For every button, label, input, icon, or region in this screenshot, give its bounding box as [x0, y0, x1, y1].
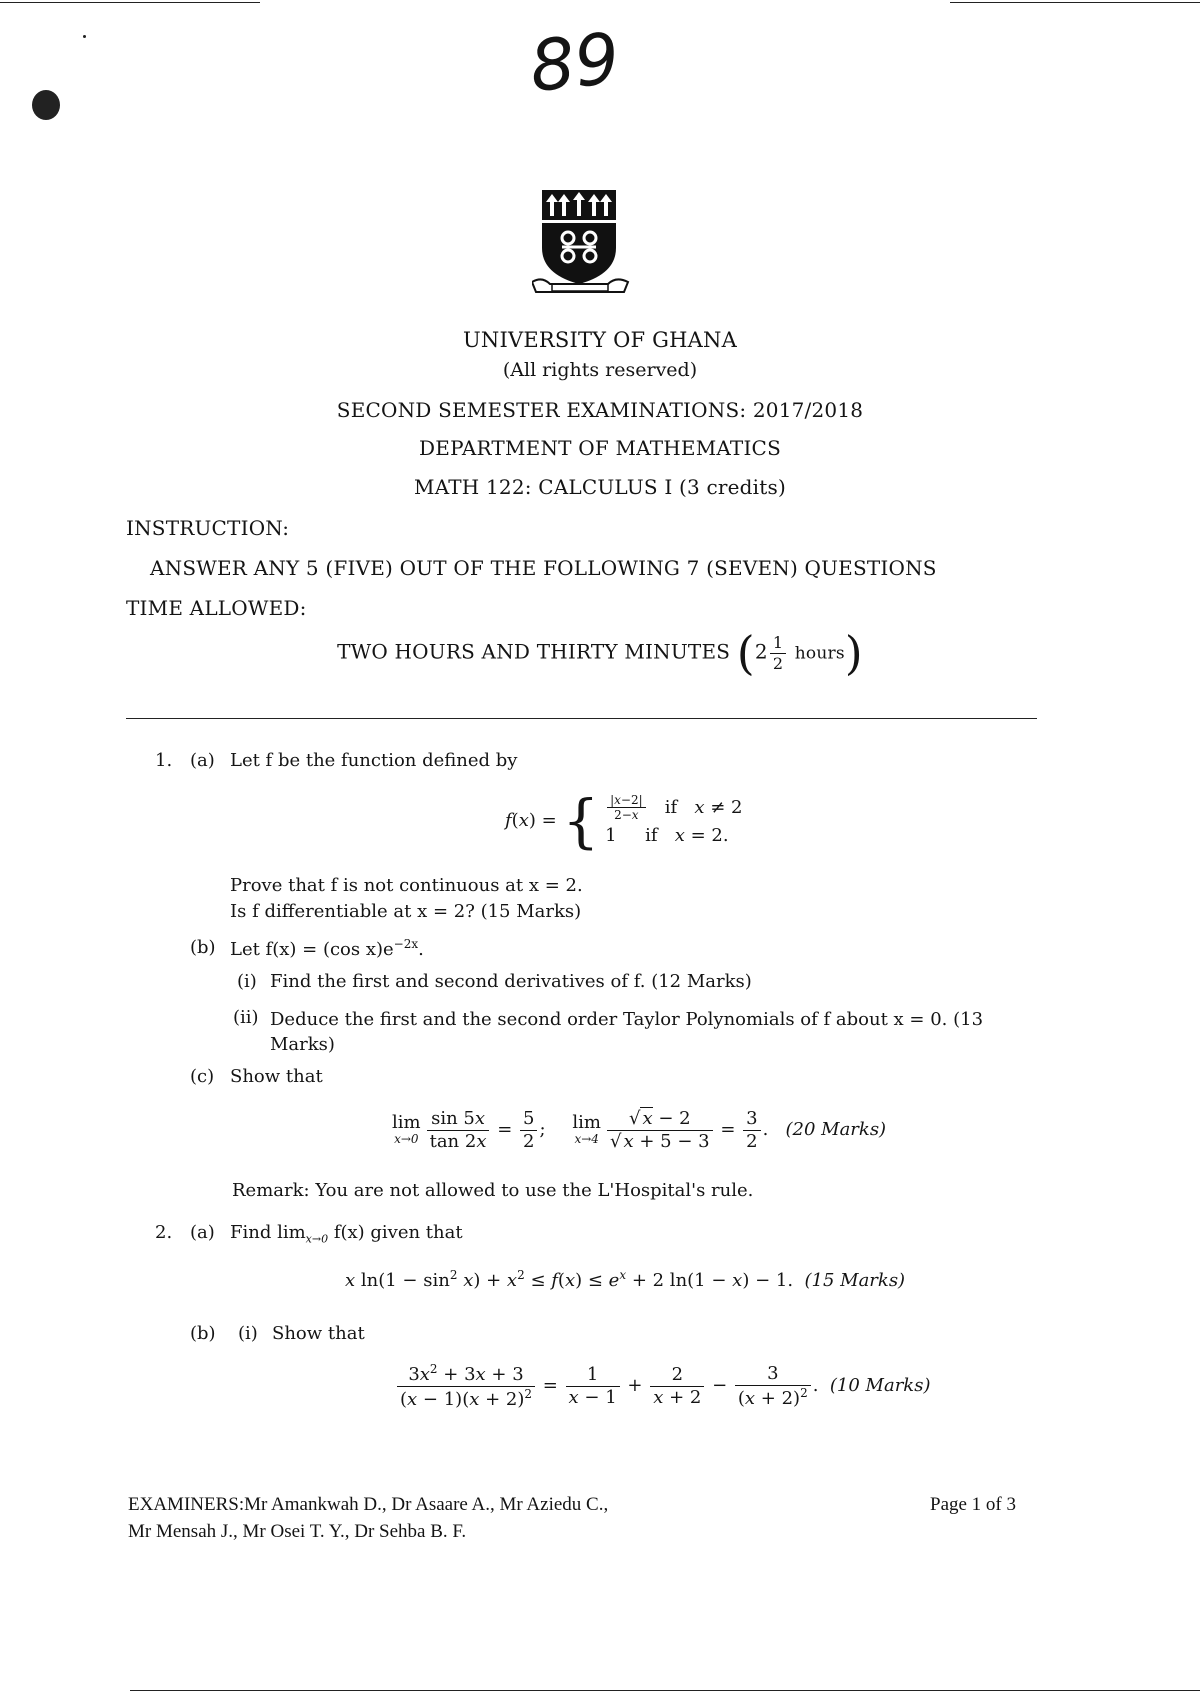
rights-reserved: (All rights reserved) [502, 359, 698, 381]
scan-speck [83, 35, 86, 38]
university-crest-logo [532, 186, 632, 294]
q1a-label: (a) [190, 750, 215, 771]
instruction-text: ANSWER ANY 5 (FIVE) OUT OF THE FOLLOWING 7 (SEVEN) QUESTIONS [150, 556, 937, 580]
time-text: TWO HOURS AND THIRTY MINUTES [337, 639, 731, 664]
left-paren: ( [736, 626, 755, 680]
time-whole: 2 [754, 639, 768, 664]
handwritten-page-mark: 89 [526, 17, 624, 109]
q1a-prove-line: Prove that f is not continuous at x = 2. [230, 875, 583, 896]
q2b-marks: (10 Marks) [829, 1375, 931, 1397]
exam-title: SECOND SEMESTER EXAMINATIONS: 2017/2018 [336, 398, 864, 422]
course-title: MATH 122: CALCULUS I (3 credits) [414, 475, 786, 499]
q1c-marks: (20 Marks) [785, 1119, 887, 1141]
remark-label: Remark: [232, 1180, 310, 1201]
remark-text: You are not allowed to use the L'Hospital's rule. [315, 1180, 754, 1201]
time-frac-den: 2 [772, 653, 784, 673]
q1b-label: (b) [190, 937, 216, 958]
q2a-intro [230, 1222, 463, 1246]
q1c-remark [232, 1180, 753, 1201]
q2a-intro-text: Find lim [230, 1222, 306, 1243]
punch-hole-mark [32, 90, 60, 120]
question-1-number: 1. [155, 750, 173, 771]
time-allowed-label: TIME ALLOWED: [126, 596, 307, 620]
q1c-label: (c) [190, 1066, 215, 1087]
instruction-label: INSTRUCTION: [126, 516, 290, 540]
q1c-limit-formulas: lim x→0 $\frac{\sin 5x}{\tan 2x}$ = $\frac{5}{2}$ ; lim x→4 $\frac{√ x - 2}{√ x + 5 - 3}$ = $\frac{3}{2}$ . (20 Marks) [392, 1108, 887, 1152]
q1a-intro: Let f be the function defined by [230, 750, 518, 771]
q2a-marks: (15 Marks) [804, 1270, 906, 1291]
examiners-line-2: Mr Mensah J., Mr Osei T. Y., Dr Sehba B. F. [128, 1521, 467, 1542]
question-2-number: 2. [155, 1222, 173, 1243]
page-number: Page 1 of 3 [930, 1494, 1017, 1515]
examiners-line-1: EXAMINERS:Mr Amankwah D., Dr Asaare A., Mr Aziedu C., [128, 1494, 609, 1515]
q1b-ii-text: Deduce the first and the second order Taylor Polynomials of f about x = 0. (13 Marks) [270, 1009, 984, 1055]
q1c-intro: Show that [230, 1066, 323, 1087]
bottom-edge-line [130, 1690, 1200, 1691]
q1a-differentiable-line: Is f differentiable at x = 2? (15 Marks) [230, 901, 582, 922]
department-name: DEPARTMENT OF MATHEMATICS [419, 436, 781, 460]
university-name: UNIVERSITY OF GHANA [463, 328, 737, 352]
q2a-label: (a) [190, 1222, 215, 1243]
q2b-label: (b) [190, 1323, 216, 1344]
q1b-intro-text: Let f(x) = (cos x)e [230, 939, 394, 960]
time-unit: hours [794, 643, 845, 664]
q1b-i-label: (i) [237, 971, 257, 992]
top-edge-line-left [0, 2, 260, 3]
q1a-piecewise-formula: f(x) = { $\frac{|x-2|}{2-x}$ if x ≠ 2 1 if x = 2. [505, 787, 743, 855]
right-paren: ) [844, 626, 863, 680]
q2b-partial-fractions: $\frac{3x^2 + 3x + 3}{(x - 1)(x + 2)^2}$ = $\frac{1}{x - 1}$ + $\frac{2}{x + 2}$ − $\frac{3}{(x + 2)^2}$ . (10 Marks) [395, 1362, 930, 1410]
q2a-inequality: x $\ln(1 - \sin^2 x) + x^2 \le f(x) \le e^x + 2$ ln(1 − x) − 1. (15 Marks) [345, 1268, 906, 1291]
q2a-limit-sub: x→0 [305, 1232, 329, 1246]
section-divider [126, 718, 1037, 719]
time-allowed-text [0, 626, 1200, 680]
q1b-exponent: −2x [393, 937, 419, 951]
q1b-i-text: Find the first and second derivatives of f. (12 Marks) [270, 971, 752, 992]
q2a-intro-rest: f(x) given that [328, 1222, 463, 1243]
q1b-ii-label: (ii) [233, 1007, 259, 1028]
q2b-i-label: (i) [238, 1323, 258, 1344]
time-frac-num: 1 [770, 633, 786, 653]
q1b-intro: Let f(x) = (cos $x)e^{-2x}$. [230, 937, 424, 960]
top-edge-line-right [950, 2, 1200, 3]
q2b-i-text: Show that [272, 1323, 365, 1344]
